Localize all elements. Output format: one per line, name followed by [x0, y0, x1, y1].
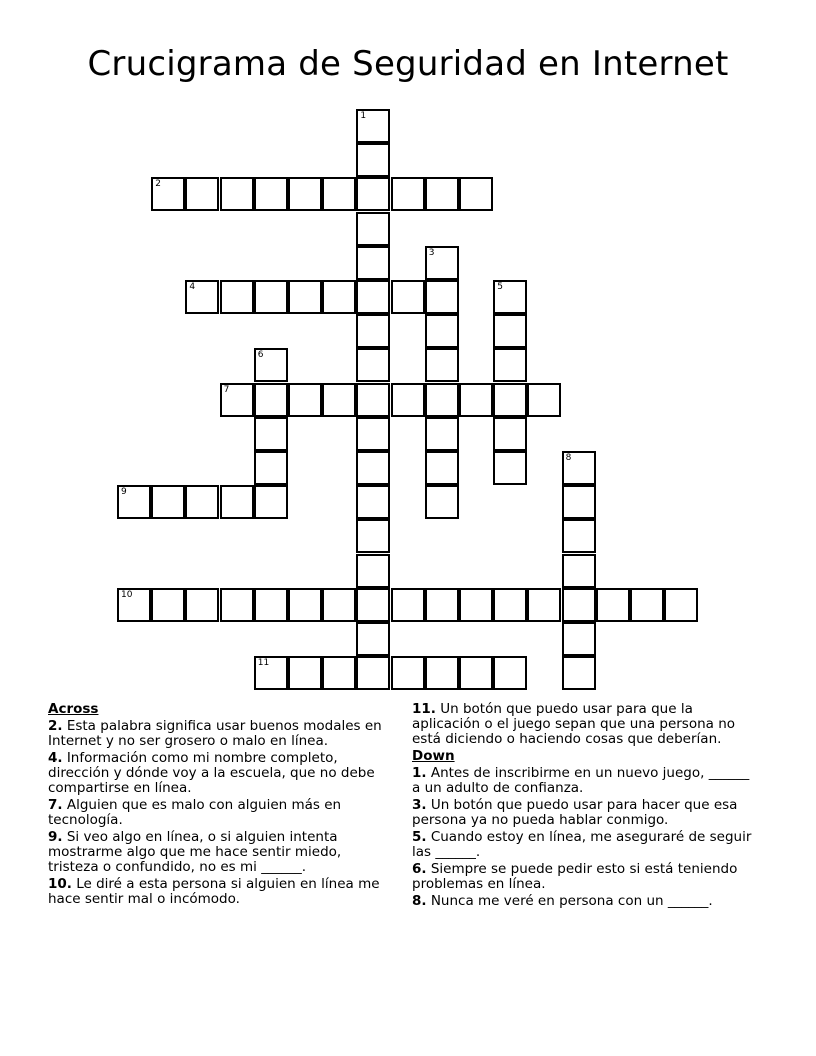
grid-cell[interactable] — [322, 656, 356, 690]
clue-text: Si veo algo en línea, o si alguien intenta mostrarme algo que me hace sentir miedo, tristeza o confundido, no es mi ______. — [48, 829, 342, 875]
cell-number: 11 — [257, 658, 270, 669]
grid-cell[interactable] — [254, 656, 288, 690]
grid-cell[interactable] — [356, 109, 390, 143]
grid-cell[interactable] — [391, 177, 425, 211]
grid-cell[interactable] — [254, 348, 288, 382]
grid-cell[interactable] — [459, 656, 493, 690]
cell-number: 10 — [121, 589, 133, 600]
grid-cell[interactable] — [322, 177, 356, 211]
grid-cell[interactable] — [527, 383, 561, 417]
grid-cell[interactable] — [356, 485, 390, 519]
grid-cell[interactable] — [425, 383, 459, 417]
grid-cell[interactable] — [562, 451, 596, 485]
grid-cell[interactable] — [493, 656, 527, 690]
grid-cell[interactable] — [425, 314, 459, 348]
grid-cell[interactable] — [288, 656, 322, 690]
grid-cell[interactable] — [151, 485, 185, 519]
clue-number: 9. — [48, 829, 63, 845]
grid-cell[interactable] — [185, 280, 219, 314]
clues-column-right — [412, 702, 757, 911]
grid-cell[interactable] — [425, 588, 459, 622]
grid-cell[interactable] — [562, 485, 596, 519]
grid-cell[interactable] — [254, 588, 288, 622]
grid-cell[interactable] — [185, 485, 219, 519]
grid-cell[interactable] — [356, 280, 390, 314]
across-clue-11 — [412, 702, 757, 747]
grid-cell[interactable] — [391, 383, 425, 417]
cell-number: 6 — [257, 350, 264, 361]
grid-cell[interactable] — [220, 588, 254, 622]
down-clue-3 — [412, 798, 757, 828]
cell-number: 2 — [155, 179, 161, 190]
grid-cell[interactable] — [220, 280, 254, 314]
grid-cell[interactable] — [493, 314, 527, 348]
grid-cell[interactable] — [254, 177, 288, 211]
clue-text: Antes de inscribirme en un nuevo juego, ______ a un adulto de confianza. — [412, 765, 750, 796]
clue-text: Información como mi nombre completo, dirección y dónde voy a la escuela, que no debe compartirse en línea. — [48, 750, 375, 796]
grid-cell[interactable] — [596, 588, 630, 622]
grid-cell[interactable] — [562, 519, 596, 553]
grid-cell[interactable] — [254, 417, 288, 451]
cell-number: 4 — [189, 282, 196, 292]
down-clue-5 — [412, 830, 757, 860]
grid-cell[interactable] — [425, 246, 459, 280]
grid-cell[interactable] — [630, 588, 664, 622]
grid-cell[interactable] — [459, 177, 493, 211]
cell-number: 7 — [223, 384, 230, 395]
across-clue-9 — [48, 830, 391, 875]
grid-cell[interactable] — [664, 588, 698, 622]
grid-cell[interactable] — [356, 143, 390, 177]
grid-cell[interactable] — [356, 177, 390, 211]
grid-cell[interactable] — [527, 588, 561, 622]
grid-cell[interactable] — [493, 348, 527, 382]
clue-number: 5. — [412, 829, 427, 845]
grid-cell[interactable] — [493, 417, 527, 451]
grid-cell[interactable] — [356, 348, 390, 382]
grid-cell[interactable] — [425, 451, 459, 485]
down-heading: Down — [412, 748, 455, 764]
grid-cell[interactable] — [493, 280, 527, 314]
grid-cell[interactable] — [288, 383, 322, 417]
cell-number: 8 — [565, 453, 572, 463]
across-clue-7 — [48, 798, 391, 828]
grid-cell[interactable] — [151, 177, 185, 211]
grid-cell[interactable] — [185, 588, 219, 622]
grid-cell[interactable] — [220, 383, 254, 417]
grid-cell[interactable] — [356, 656, 390, 690]
grid-cell[interactable] — [425, 280, 459, 314]
grid-cell[interactable] — [356, 588, 390, 622]
clue-number: 11. — [412, 701, 436, 717]
clue-text: Siempre se puede pedir esto si está teniendo problemas en línea. — [412, 861, 738, 892]
grid-cell[interactable] — [459, 383, 493, 417]
grid-cell[interactable] — [117, 485, 151, 519]
page-title: Crucigrama de Seguridad en Internet — [87, 44, 729, 84]
clue-number: 10. — [48, 876, 72, 892]
grid-cell[interactable] — [288, 177, 322, 211]
cell-number: 3 — [428, 247, 435, 258]
grid-cell[interactable] — [254, 451, 288, 485]
clue-text: Un botón que puedo usar para que la aplicación o el juego sepan que una persona no está diciendo o haciendo cosas que deberían. — [412, 701, 736, 747]
grid-cell[interactable] — [322, 588, 356, 622]
clue-text: Le diré a esta persona si alguien en línea me hace sentir mal o incómodo. — [48, 876, 380, 907]
grid-cell[interactable] — [562, 554, 596, 588]
grid-cell[interactable] — [356, 246, 390, 280]
grid-cell[interactable] — [562, 588, 596, 622]
clue-number: 6. — [412, 861, 427, 877]
clue-number: 1. — [412, 765, 427, 781]
grid-cell[interactable] — [391, 280, 425, 314]
down-clue-1 — [412, 766, 757, 796]
clue-number: 7. — [48, 797, 63, 813]
grid-cell[interactable] — [493, 383, 527, 417]
grid-cell[interactable] — [562, 656, 596, 690]
grid-cell[interactable] — [254, 280, 288, 314]
down-clue-8 — [412, 894, 757, 909]
grid-cell[interactable] — [254, 485, 288, 519]
grid-cell[interactable] — [322, 280, 356, 314]
clue-number: 3. — [412, 797, 427, 813]
grid-cell[interactable] — [356, 451, 390, 485]
down-clue-6 — [412, 862, 757, 892]
clue-text: Cuando estoy en línea, me aseguraré de seguir las ______. — [412, 829, 752, 860]
across-clue-2 — [48, 719, 391, 749]
grid-cell[interactable] — [254, 383, 288, 417]
across-clue-4 — [48, 751, 391, 796]
grid-cell[interactable] — [288, 280, 322, 314]
grid-cell[interactable] — [356, 417, 390, 451]
grid-cell[interactable] — [117, 588, 151, 622]
clue-text: Nunca me veré en persona con un ______. — [430, 893, 713, 909]
grid-cell[interactable] — [425, 348, 459, 382]
cell-number: 1 — [360, 111, 367, 121]
clue-text: Esta palabra significa usar buenos modales en Internet y no ser grosero o malo en línea. — [48, 718, 382, 749]
clue-number: 8. — [412, 893, 427, 909]
clue-text: Un botón que puedo usar para hacer que esa persona ya no pueda hablar conmigo. — [412, 797, 738, 828]
clue-number: 2. — [48, 718, 63, 734]
grid-cell[interactable] — [322, 383, 356, 417]
grid-cell[interactable] — [425, 417, 459, 451]
grid-cell[interactable] — [356, 212, 390, 246]
grid-cell[interactable] — [356, 314, 390, 348]
grid-cell[interactable] — [493, 451, 527, 485]
across-clue-10 — [48, 877, 391, 907]
clue-number: 4. — [48, 750, 63, 766]
grid-cell[interactable] — [288, 588, 322, 622]
grid-cell[interactable] — [425, 485, 459, 519]
grid-cell[interactable] — [220, 485, 254, 519]
grid-cell[interactable] — [356, 519, 390, 553]
grid-cell[interactable] — [356, 622, 390, 656]
grid-cell[interactable] — [391, 656, 425, 690]
grid-cell[interactable] — [493, 588, 527, 622]
grid-cell[interactable] — [425, 656, 459, 690]
clues-column-left — [48, 702, 391, 909]
cell-number: 9 — [121, 487, 127, 498]
grid-cell[interactable] — [356, 554, 390, 588]
grid-cell[interactable] — [220, 177, 254, 211]
grid-cell[interactable] — [459, 588, 493, 622]
clue-text: Alguien que es malo con alguien más en tecnología. — [48, 797, 342, 828]
grid-cell[interactable] — [151, 588, 185, 622]
grid-cell[interactable] — [391, 588, 425, 622]
cell-number: 5 — [497, 282, 503, 292]
grid-cell[interactable] — [562, 622, 596, 656]
grid-cell[interactable] — [185, 177, 219, 211]
grid-cell[interactable] — [425, 177, 459, 211]
across-heading: Across — [48, 701, 99, 717]
grid-cell[interactable] — [356, 383, 390, 417]
